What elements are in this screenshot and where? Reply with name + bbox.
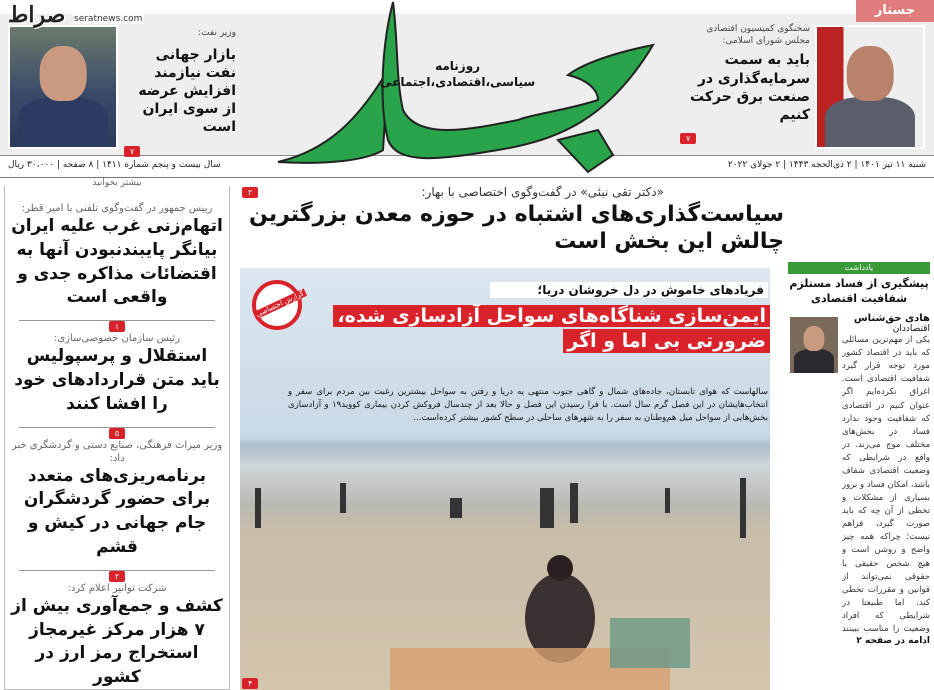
lead-story[interactable] [240, 184, 784, 255]
author-role: اقتصاددان [892, 323, 930, 334]
opinion-body: یکی از مهم‌ترین مسائلی که باید در اقتصاد کشور مورد توجه قرار گیرد شفافیت اقتصادی است. اغراق نکرده‌ایم اگر عنوان کنیم در اقتصادی که شفافیت وجود ندارد فساد در بخش‌های مختلف موج می‌زند. در واقع در شرایطی که وضعیت اقتصادی شفاف باشد، امکان فساد و بروز بسیاری از مشکلات و تخطی از آن چه که باید صورت گیرد، فراهم نیست؛ چراکه همه چیز واضح و روشن است و هیچ شخص حقیقی یا حقوقی نمی‌تواند از قوانین و مقررات تخطی کند. اما طبیعتا در شرایطی که افراد وضعیت را مناسب ببینند [842, 334, 930, 635]
opinion-headline[interactable]: پیشگیری از فساد مستلزم شفافیت اقتصادی [789, 277, 929, 305]
author-photo [788, 315, 840, 375]
headline-line-2: ضرورتی بی اما و اگر [563, 329, 770, 353]
opinion-section: یادداشت [788, 262, 930, 274]
story-headline: باید به سمت سرمایه‌گذاری در صنعت برق حرکت کنیم [690, 52, 810, 123]
lead-kicker: «دکتر تقی نبئی» در گفت‌وگوی اختصاصی با بهار: [421, 185, 664, 199]
top-right-story[interactable] [680, 24, 810, 145]
page-badge: ۱ [109, 321, 125, 332]
list-item[interactable] [5, 439, 229, 560]
issue-info: سال بیست و پنجم شماره ۱۴۱۱ | ۸ صفحه | ۳۰،۰۰۰ ریال [8, 160, 221, 170]
list-item[interactable] [5, 332, 229, 416]
divider [19, 564, 215, 581]
photo-story-kicker: فریادهای خاموش در دل خروشان دریا؛ [490, 282, 768, 298]
story-kicker: رییس جمهور در گفت‌وگوی تلفنی با امیر قطر: [21, 203, 213, 214]
masthead-type: روزنامه [435, 59, 481, 73]
mp-photo[interactable] [815, 25, 925, 149]
page-badge: ۵ [109, 428, 125, 439]
story-kicker: شرکت توانیر اعلام کرد: [67, 582, 167, 594]
story-kicker: وزیر نفت: [198, 28, 236, 38]
more-reading-title: بیشتر بخوانید [65, 178, 169, 188]
section-tag: جستار [856, 0, 934, 22]
exclusive-stamp [252, 280, 306, 330]
opinion-column [788, 262, 930, 690]
page-badge: ۷ [680, 133, 696, 144]
story-headline: برنامه‌ریزی‌های متعدد برای حضور گردشگران جام جهانی در کیش و قشم [23, 465, 211, 557]
minister-photo[interactable] [8, 25, 118, 149]
list-item[interactable] [5, 582, 229, 690]
lead-headline: سیاست‌گذاری‌های اشتباه در حوزه معدن بزرگترین چالش این بخش است [249, 202, 784, 254]
story-headline: استقلال و پرسپولیس باید متن قراردادهای خود را افشا کنند [14, 346, 220, 414]
date-info: شنبه ۱۱ تیر ۱۴۰۱ | ۲ ذی‌الحجه ۱۴۴۳ | ۲ جولای ۲۰۲۲ [727, 160, 926, 170]
story-headline: کشف و جمع‌آوری بیش از ۷ هزار مرکز غیرمجاز استخراج رمز ارز در کشور [11, 595, 223, 688]
story-kicker: وزیر میراث فرهنگی، صنایع دستی و گردشگری خبر داد: [11, 439, 223, 464]
author-name: هادی حق‌شناس [853, 312, 930, 324]
masthead-tagline: سیاسی،اقتصادی،اجتماعی [380, 75, 536, 90]
page-badge: ۴ [242, 678, 258, 689]
masthead-subtitle [380, 58, 535, 90]
divider [19, 314, 215, 332]
top-left-story[interactable] [124, 28, 236, 158]
continued-link[interactable]: ادامه در صفحه ۲ [856, 635, 930, 646]
photo-story-body: سالهاست که هوای تابستان، جاده‌های شمال و گاهی جنوب منتهی به دریا و رفتن به سواحل بیشترین رغبت بین مردم برای سفر و انتخاب‌هایشان در این فصل گرم سال است. با فرا رسیدن این فصل و حالا بعد از چندسال فروکش کردن بیماری کووید۱۹ و آزادسازی بخش‌هایی از سواحل میل هم‌وطنان به سفر را به شهرهای ساحلی در سطح کشور بیشتر کرده‌است... [288, 387, 769, 424]
list-item[interactable] [5, 202, 229, 310]
watermark-logo: صراط [8, 2, 66, 28]
photo-story-headline[interactable] [318, 304, 770, 354]
stamp-label: گزارش اختصاصی [254, 289, 306, 319]
story-kicker: سخنگوی کمیسیون اقتصادی مجلس شورای اسلامی: [706, 24, 810, 46]
story-kicker: رئیس سازمان خصوصی‌سازی: [53, 333, 181, 345]
page-badge: ۷ [124, 146, 140, 157]
story-headline: بازار جهانی نفت نیازمند افزایش عرضه از سوی ایران است [138, 46, 236, 136]
page-badge: ۲ [242, 187, 258, 198]
more-reading-column [4, 178, 230, 690]
divider [19, 421, 215, 438]
headline-line-1: ایمن‌سازی شناگاه‌های سواحل آزادسازی شده، [333, 305, 770, 327]
watermark-url: seratnews.com [74, 14, 143, 24]
story-headline: اتهام‌زنی غرب علیه ایران بیانگر پایبندنبودن آنها به اقتضائات مذاکره جدی و واقعی است [11, 216, 223, 308]
page-badge: ۲ [109, 571, 125, 582]
